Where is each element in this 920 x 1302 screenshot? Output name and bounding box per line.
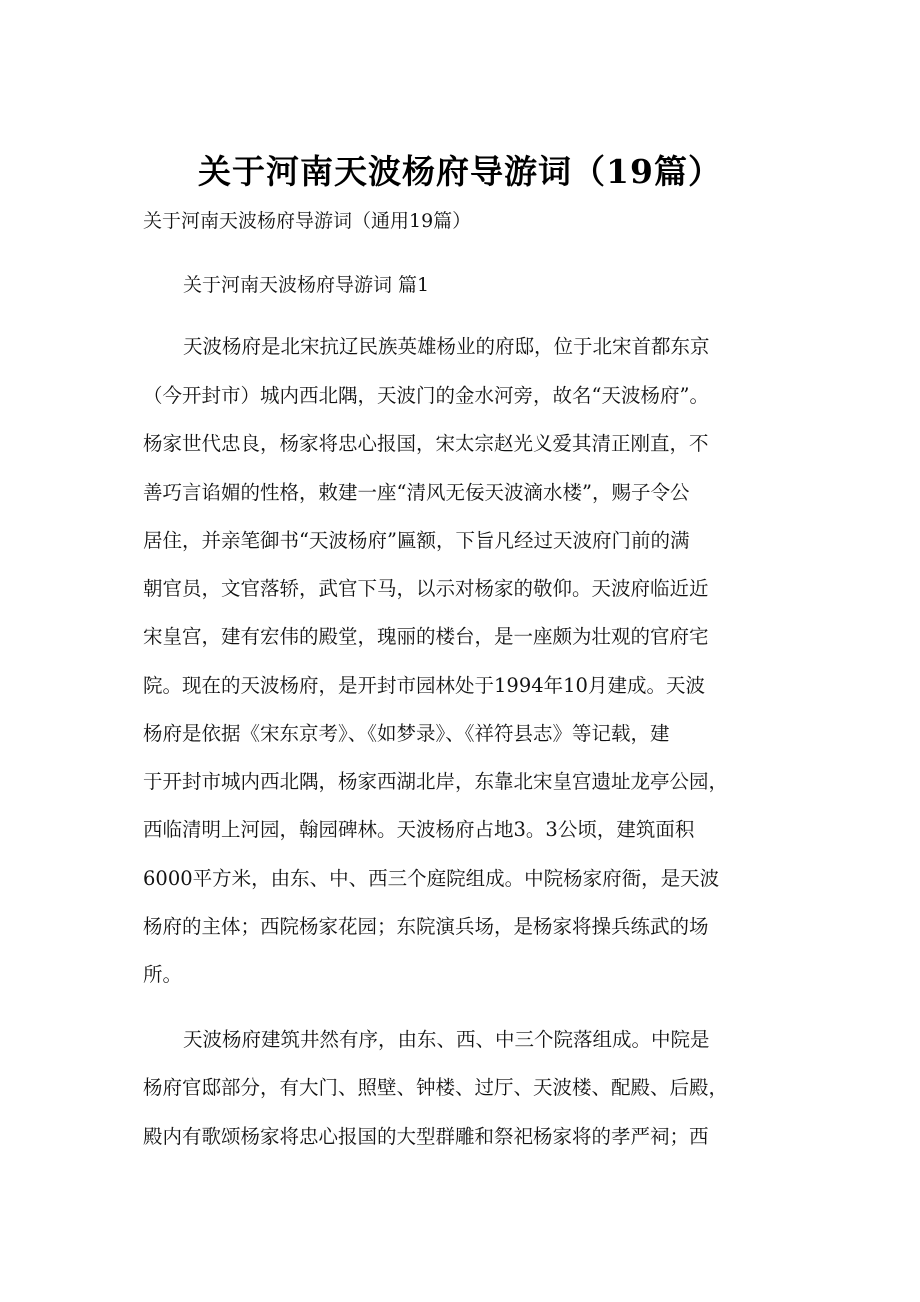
- paragraph-2-line: 杨府官邸部分，有大门、照壁、钟楼、过厅、天波楼、配殿、后殿，: [143, 1076, 729, 1099]
- paragraph-1-line: 西临清明上河园，翰园碑林。天波杨府占地3。3公顷，建筑面积: [143, 818, 695, 841]
- paragraph-2-line: 天波杨府建筑井然有序，由东、西、中三个院落组成。中院是: [183, 1028, 710, 1051]
- paragraph-1-line: 院。现在的天波杨府，是开封市园林处于1994年10月建成。天波: [143, 674, 705, 697]
- paragraph-1-line: 善巧言谄媚的性格，敕建一座“清风无佞天波滴水楼”，赐子令公: [143, 481, 690, 504]
- document-subtitle: 关于河南天波杨府导游词（通用19篇）: [143, 210, 472, 232]
- paragraph-1-line: 杨府的主体；西院杨家花园；东院演兵场，是杨家将操兵练武的场: [143, 915, 709, 938]
- paragraph-1-line: （今开封市）城内西北隅，天波门的金水河旁，故名“天波杨府”。: [143, 384, 709, 407]
- paragraph-1-line: 居住，并亲笔御书“天波杨府”匾额，下旨凡经过天波府门前的满: [143, 529, 690, 552]
- paragraph-1-line: 6000平方米，由东、中、西三个庭院组成。中院杨家府衙，是天波: [143, 867, 720, 890]
- paragraph-1-line: 朝官员，文官落轿，武官下马，以示对杨家的敬仰。天波府临近近: [143, 577, 709, 600]
- section-heading: 关于河南天波杨府导游词 篇1: [183, 274, 430, 296]
- paragraph-1-line: 杨府是依据《宋东京考》、《如梦录》、《祥符县志》等记载，建: [143, 722, 670, 745]
- paragraph-1-line: 杨家世代忠良，杨家将忠心报国，宋太宗赵光义爱其清正刚直，不: [143, 432, 709, 455]
- document-title: 关于河南天波杨府导游词（19篇）: [198, 152, 722, 191]
- paragraph-1-line: 于开封市城内西北隅，杨家西湖北岸，东靠北宋皇宫遗址龙亭公园，: [143, 770, 729, 793]
- paragraph-1-line: 天波杨府是北宋抗辽民族英雄杨业的府邸，位于北宋首都东京: [183, 335, 710, 358]
- paragraph-2-line: 殿内有歌颂杨家将忠心报国的大型群雕和祭祀杨家将的孝严祠；西: [143, 1125, 709, 1148]
- paragraph-1-line: 宋皇宫，建有宏伟的殿堂，瑰丽的楼台，是一座颇为壮观的官府宅: [143, 625, 709, 648]
- paragraph-1-line: 所。: [143, 963, 183, 986]
